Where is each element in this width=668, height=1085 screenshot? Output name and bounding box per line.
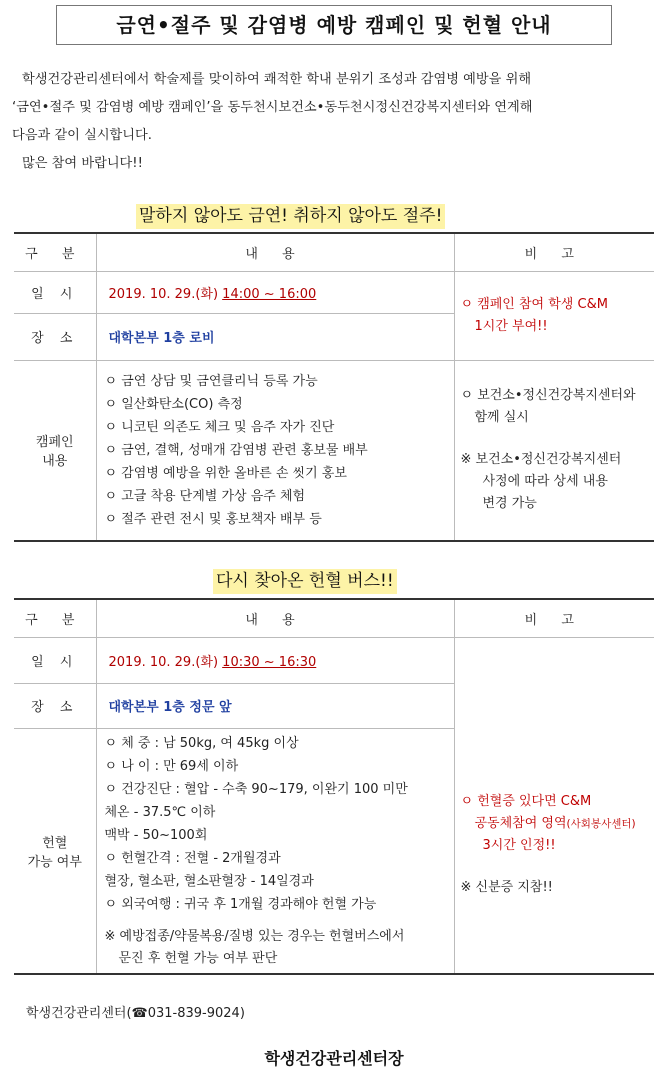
list-item: ㅇ 외국여행 : 귀국 후 1개월 경과해야 헌혈 가능 xyxy=(104,896,377,912)
note-line: ㅇ 보건소•정신건강복지센터와 xyxy=(460,388,636,404)
row-label-eligibility xyxy=(14,728,96,974)
list-item: ㅇ 절주 관련 전시 및 홍보책자 배부 등 xyxy=(104,511,322,527)
signature: 학생건강관리센터장 xyxy=(264,1049,404,1068)
table-header-row xyxy=(14,599,654,637)
date-cell xyxy=(96,637,454,683)
warning-line: 문진 후 헌혈 가능 여부 판단 xyxy=(118,950,278,966)
campaign-heading: 말하지 않아도 금연! 취하지 않아도 절주! xyxy=(136,204,445,229)
list-item: ㅇ 금연, 결핵, 성매개 감염병 관련 홍보물 배부 xyxy=(104,442,368,458)
table-row xyxy=(14,271,654,313)
blood-heading: 다시 찾아온 헌혈 버스!! xyxy=(213,569,397,594)
note-line: 함께 실시 xyxy=(474,410,529,426)
list-item: ㅇ 고글 착용 단계별 가상 음주 체험 xyxy=(104,488,306,504)
note-small: (사회봉사센터) xyxy=(566,818,636,831)
list-item: ㅇ 감염병 예방을 위한 올바른 손 씻기 홍보 xyxy=(104,465,347,481)
note-text: 공동체참여 영역 xyxy=(474,816,567,832)
page-title: 금연•절주 및 감염병 예방 캠페인 및 헌혈 안내 xyxy=(56,5,612,45)
event-place: 대학본부 1층 정문 앞 xyxy=(108,700,232,715)
list-item: ㅇ 니코틴 의존도 체크 및 음주 자가 진단 xyxy=(104,419,335,435)
intro-line: 학생건강관리센터에서 학술제를 맞이하여 쾌적한 학내 분위기 조성과 감염병 예방을 위해 xyxy=(22,72,532,87)
blood-items xyxy=(105,732,454,916)
row-label-date: 일 시 xyxy=(14,271,96,313)
header-content: 내 용 xyxy=(96,233,454,271)
content-cell xyxy=(96,728,454,974)
campaign-items xyxy=(105,370,454,531)
table-row xyxy=(14,360,654,541)
note-cell xyxy=(454,271,654,360)
note-line: 3시간 인정!! xyxy=(482,838,556,854)
campaign-table xyxy=(14,232,654,542)
table-header-row xyxy=(14,233,654,271)
note-line: 사정에 따라 상세 내용 xyxy=(482,474,608,490)
row-label-content xyxy=(14,360,96,541)
note-line: ※ 보건소•정신건강복지센터 xyxy=(460,452,622,468)
event-time: 10:30 ~ 16:30 xyxy=(222,654,317,670)
list-item: ㅇ 헌혈간격 : 전혈 - 2개월경과 xyxy=(104,850,281,866)
place-cell xyxy=(96,683,454,728)
list-item: 체온 - 37.5℃ 이하 xyxy=(104,804,216,820)
event-time: 14:00 ~ 16:00 xyxy=(222,286,317,302)
note-cell xyxy=(454,360,654,541)
list-item: ㅇ 체 중 : 남 50kg, 여 45kg 이상 xyxy=(104,735,299,751)
list-item: 맥박 - 50~100회 xyxy=(104,827,208,843)
intro-paragraph xyxy=(12,66,652,178)
header-content: 내 용 xyxy=(96,599,454,637)
intro-line: ‘금연•절주 및 감염병 예방 캠페인’을 동두천시보건소•동두천시정신건강복지센터와 연계해 xyxy=(12,100,533,115)
date-cell xyxy=(96,271,454,313)
label-line: 캠페인 xyxy=(35,435,74,451)
contact-info: 학생건강관리센터(☎031-839-9024) xyxy=(26,1006,245,1021)
label-line: 가능 여부 xyxy=(27,854,82,870)
header-note: 비 고 xyxy=(454,233,654,271)
intro-line: 다음과 같이 실시합니다. xyxy=(12,128,152,143)
row-label-place: 장 소 xyxy=(14,313,96,360)
note-line: ㅇ 헌혈증 있다면 C&M xyxy=(460,794,592,810)
note-line: 변경 가능 xyxy=(482,496,537,512)
intro-line: 많은 참여 바랍니다!! xyxy=(22,156,143,171)
event-date: 2019. 10. 29.(화) xyxy=(108,654,219,670)
note-cell xyxy=(454,637,654,974)
note-line: ※ 신분증 지참!! xyxy=(460,880,553,896)
warning-line: ※ 예방접종/약물복용/질병 있는 경우는 헌혈버스에서 xyxy=(104,928,405,944)
row-label-place: 장 소 xyxy=(14,683,96,728)
list-item: 혈장, 혈소판, 혈소판혈장 - 14일경과 xyxy=(104,873,314,889)
table-row xyxy=(14,637,654,683)
list-item: ㅇ 나 이 : 만 69세 이하 xyxy=(104,758,239,774)
list-item: ㅇ 금연 상담 및 금연클리닉 등록 가능 xyxy=(104,373,318,389)
row-label-date: 일 시 xyxy=(14,637,96,683)
event-date: 2019. 10. 29.(화) xyxy=(108,286,219,302)
header-category: 구 분 xyxy=(14,233,96,271)
place-cell xyxy=(96,313,454,360)
content-cell xyxy=(96,360,454,541)
event-place: 대학본부 1층 로비 xyxy=(108,331,215,346)
list-item: ㅇ 일산화탄소(CO) 측정 xyxy=(104,396,243,412)
blood-table xyxy=(14,598,654,975)
header-category: 구 분 xyxy=(14,599,96,637)
note-line: ㅇ 캠페인 참여 학생 C&M xyxy=(460,296,608,312)
header-note: 비 고 xyxy=(454,599,654,637)
list-item: ㅇ 건강진단 : 혈압 - 수축 90~179, 이완기 100 미만 xyxy=(104,781,408,797)
label-line: 헌혈 xyxy=(42,835,68,851)
note-line: 1시간 부여!! xyxy=(474,318,548,334)
label-line: 내용 xyxy=(42,454,68,470)
note-line xyxy=(461,813,655,835)
